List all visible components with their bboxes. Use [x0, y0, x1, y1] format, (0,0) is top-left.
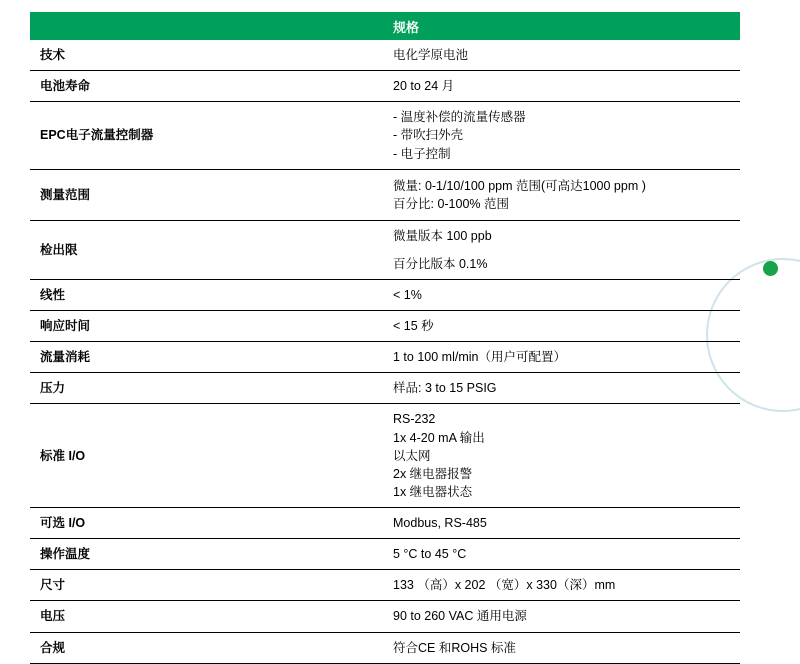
row-value-line: Modbus, RS-485	[393, 516, 487, 530]
row-value	[385, 570, 740, 601]
row-label: 测量范围	[30, 169, 385, 220]
row-label: 操作温度	[30, 539, 385, 570]
row-label: 可选 I/O	[30, 508, 385, 539]
row-value-line: 5 °C to 45 °C	[393, 547, 467, 562]
row-label: 流量消耗	[30, 342, 385, 373]
row-value-line: - 电子控制	[393, 146, 451, 161]
row-value-line: RS-232	[393, 412, 436, 427]
row-value-line: - 温度补偿的流量传感器	[393, 110, 526, 125]
row-value	[385, 508, 740, 539]
specifications-table	[30, 12, 740, 664]
row-value	[385, 71, 740, 102]
table-row	[30, 342, 740, 373]
table-row	[30, 71, 740, 102]
table-header	[30, 12, 740, 40]
table-row	[30, 373, 740, 404]
table-row	[30, 220, 740, 279]
row-value-line: < 15 秒	[393, 319, 434, 333]
row-label: 线性	[30, 279, 385, 310]
specifications-table-container	[30, 12, 740, 664]
table-row	[30, 404, 740, 508]
table-row	[30, 570, 740, 601]
row-value-line: 微量: 0-1/10/100 ppm 范围(可高达1000 ppm )	[393, 178, 646, 193]
row-label: 响应时间	[30, 311, 385, 342]
row-value-line: 百分比版本 0.1%	[393, 256, 488, 271]
row-label: 技术	[30, 40, 385, 71]
row-value-line: 样品: 3 to 15 PSIG	[393, 381, 497, 396]
table-header-row	[30, 12, 740, 40]
row-value	[385, 632, 740, 663]
row-label: 标准 I/O	[30, 404, 385, 508]
table-row	[30, 508, 740, 539]
table-row	[30, 311, 740, 342]
row-value-line: 1x 继电器状态	[393, 484, 473, 499]
table-row	[30, 40, 740, 71]
table-body	[30, 40, 740, 663]
row-label: 检出限	[30, 220, 385, 279]
row-value-line: 20 to 24 月	[393, 79, 455, 94]
row-label: EPC电子流量控制器	[30, 102, 385, 169]
row-value-line: - 带吹扫外壳	[393, 128, 464, 143]
row-label: 合规	[30, 632, 385, 663]
row-value-line: 以太网	[393, 448, 431, 463]
table-row	[30, 539, 740, 570]
row-value-line: 电化学原电池	[393, 48, 469, 62]
row-label: 电压	[30, 601, 385, 632]
row-value	[385, 373, 740, 404]
row-value	[385, 539, 740, 570]
table-row	[30, 279, 740, 310]
row-value-line: 微量版本 100 ppb	[393, 228, 492, 243]
row-label: 尺寸	[30, 570, 385, 601]
row-value-line: 百分比: 0-100% 范围	[393, 196, 510, 211]
row-value	[385, 220, 740, 279]
row-value	[385, 279, 740, 310]
row-value-line: 1 to 100 ml/min（用户可配置）	[393, 350, 566, 365]
row-value	[385, 311, 740, 342]
row-value-line: < 1%	[393, 287, 422, 302]
row-value-line: 符合CE 和ROHS 标准	[393, 640, 516, 655]
table-header-left	[30, 12, 385, 40]
row-label: 电池寿命	[30, 71, 385, 102]
table-row	[30, 632, 740, 663]
row-value	[385, 342, 740, 373]
row-value-line: 133 （高）x 202 （宽）x 330（深）mm	[393, 578, 616, 593]
row-value-line: 90 to 260 VAC 通用电源	[393, 609, 527, 624]
row-value	[385, 40, 740, 71]
row-value	[385, 169, 740, 220]
decorative-dot	[763, 261, 778, 276]
row-value-line: 1x 4-20 mA 输出	[393, 430, 485, 445]
row-value	[385, 404, 740, 508]
table-row	[30, 169, 740, 220]
table-row	[30, 102, 740, 169]
row-value	[385, 102, 740, 169]
table-header-right: 规格	[385, 12, 740, 40]
row-value-line: 2x 继电器报警	[393, 466, 473, 481]
row-label: 压力	[30, 373, 385, 404]
table-row	[30, 601, 740, 632]
row-value	[385, 601, 740, 632]
